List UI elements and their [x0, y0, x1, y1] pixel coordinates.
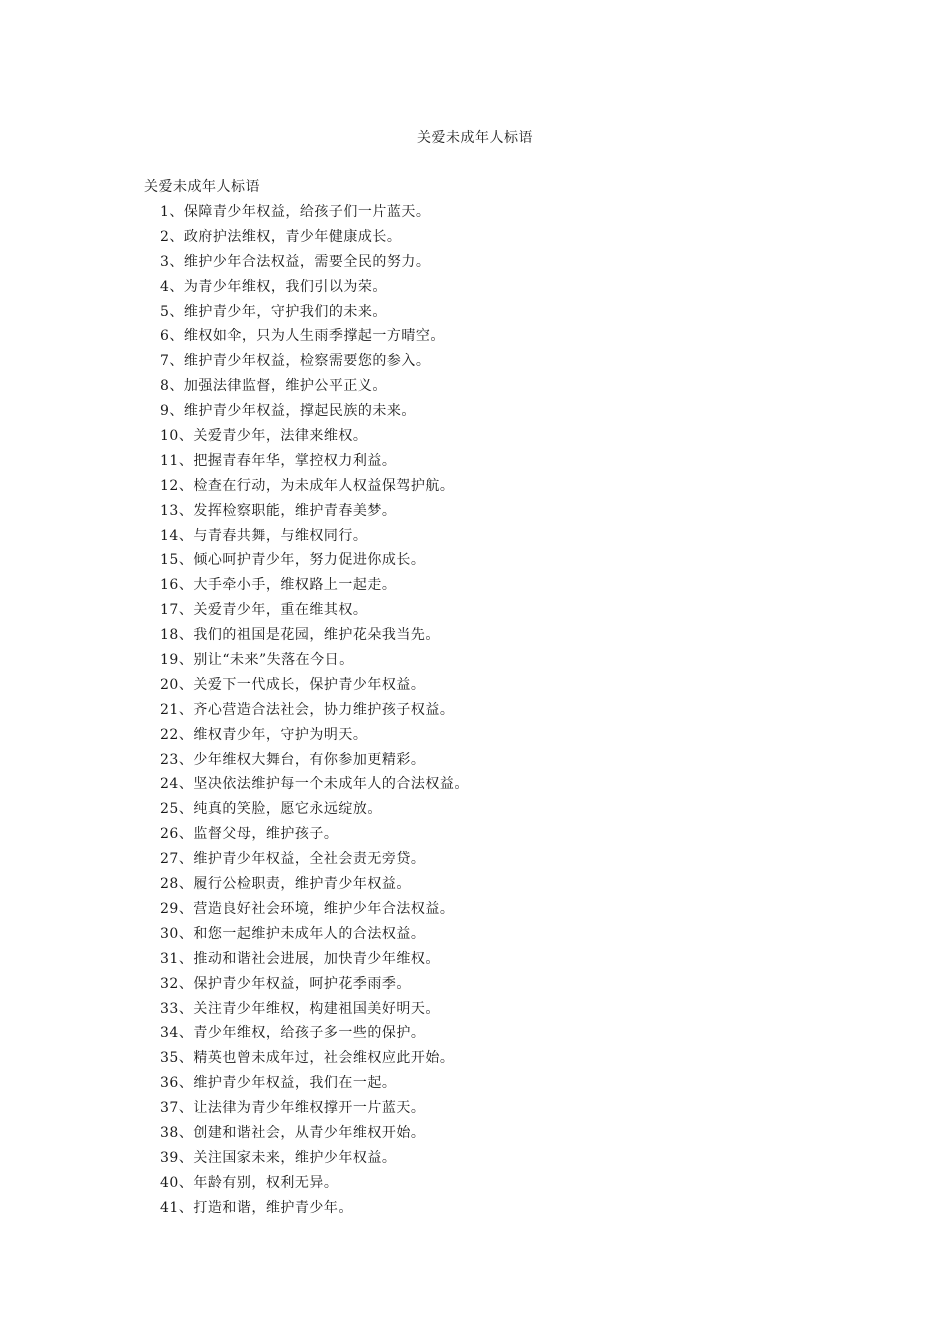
slogan-item: 36、维护青少年权益，我们在一起。: [160, 1075, 397, 1092]
slogan-item: 13、发挥检察职能，维护青春美梦。: [160, 502, 397, 519]
slogan-item: 10、关爱青少年，法律来维权。: [160, 428, 368, 445]
slogan-item: 23、少年维权大舞台，有你参加更精彩。: [160, 751, 426, 768]
slogan-item: 38、创建和谐社会，从青少年维权开始。: [160, 1124, 426, 1141]
slogan-item: 3、维护少年合法权益，需要全民的努力。: [160, 253, 431, 270]
slogan-item: 33、关注青少年维权，构建祖国美好明天。: [160, 1000, 440, 1017]
slogan-item: 39、关注国家未来，维护少年权益。: [160, 1149, 397, 1166]
slogan-item: 17、关爱青少年，重在维其权。: [160, 602, 368, 619]
document-title: 关爱未成年人标语: [417, 130, 533, 146]
slogan-item: 14、与青春共舞，与维权同行。: [160, 527, 368, 544]
slogan-item: 34、青少年维权，给孩子多一些的保护。: [160, 1025, 426, 1042]
slogan-item: 11、把握青春年华，掌控权力利益。: [160, 452, 397, 469]
slogan-item: 18、我们的祖国是花园，维护花朵我当先。: [160, 627, 440, 644]
slogan-item: 2、政府护法维权，青少年健康成长。: [160, 228, 402, 245]
slogan-item: 40、年龄有别，权利无异。: [160, 1174, 339, 1191]
slogan-item: 37、让法律为青少年维权撑开一片蓝天。: [160, 1100, 426, 1117]
slogan-item: 29、营造良好社会环境，维护少年合法权益。: [160, 900, 455, 917]
slogan-item: 4、为青少年维权，我们引以为荣。: [160, 278, 387, 295]
slogan-item: 32、保护青少年权益，呵护花季雨季。: [160, 975, 411, 992]
slogan-item: 8、加强法律监督，维护公平正义。: [160, 378, 387, 395]
slogan-item: 19、别让“未来”失落在今日。: [160, 652, 354, 669]
slogan-item: 25、纯真的笑脸，愿它永远绽放。: [160, 801, 382, 818]
section-heading: 关爱未成年人标语: [144, 179, 260, 195]
slogan-item: 28、履行公检职责，维护青少年权益。: [160, 876, 411, 893]
slogan-item: 30、和您一起维护未成年人的合法权益。: [160, 925, 426, 942]
slogan-item: 5、维护青少年，守护我们的未来。: [160, 303, 387, 320]
slogan-item: 7、维护青少年权益，检察需要您的参入。: [160, 353, 431, 370]
slogan-item: 15、倾心呵护青少年，努力促进你成长。: [160, 552, 426, 569]
slogan-item: 27、维护青少年权益，全社会责无旁贷。: [160, 851, 426, 868]
slogan-item: 6、维权如伞，只为人生雨季撑起一方晴空。: [160, 328, 445, 345]
slogan-item: 22、维权青少年，守护为明天。: [160, 726, 368, 743]
slogan-item: 35、精英也曾未成年过，社会维权应此开始。: [160, 1050, 455, 1067]
slogan-item: 1、保障青少年权益，给孩子们一片蓝天。: [160, 204, 431, 220]
slogan-item: 26、监督父母，维护孩子。: [160, 826, 339, 843]
slogan-item: 20、关爱下一代成长，保护青少年权益。: [160, 676, 426, 693]
slogan-item: 21、齐心营造合法社会，协力维护孩子权益。: [160, 701, 455, 718]
slogan-item: 12、检查在行动，为未成年人权益保驾护航。: [160, 477, 455, 494]
slogan-item: 16、大手牵小手，维权路上一起走。: [160, 577, 397, 594]
slogan-item: 24、坚决依法维护每一个未成年人的合法权益。: [160, 776, 469, 793]
slogan-item: 41、打造和谐，维护青少年。: [160, 1199, 353, 1216]
slogan-item: 31、推动和谐社会进展，加快青少年维权。: [160, 950, 440, 967]
slogan-item: 9、维护青少年权益，撑起民族的未来。: [160, 403, 416, 420]
slogan-list: [160, 202, 469, 1223]
